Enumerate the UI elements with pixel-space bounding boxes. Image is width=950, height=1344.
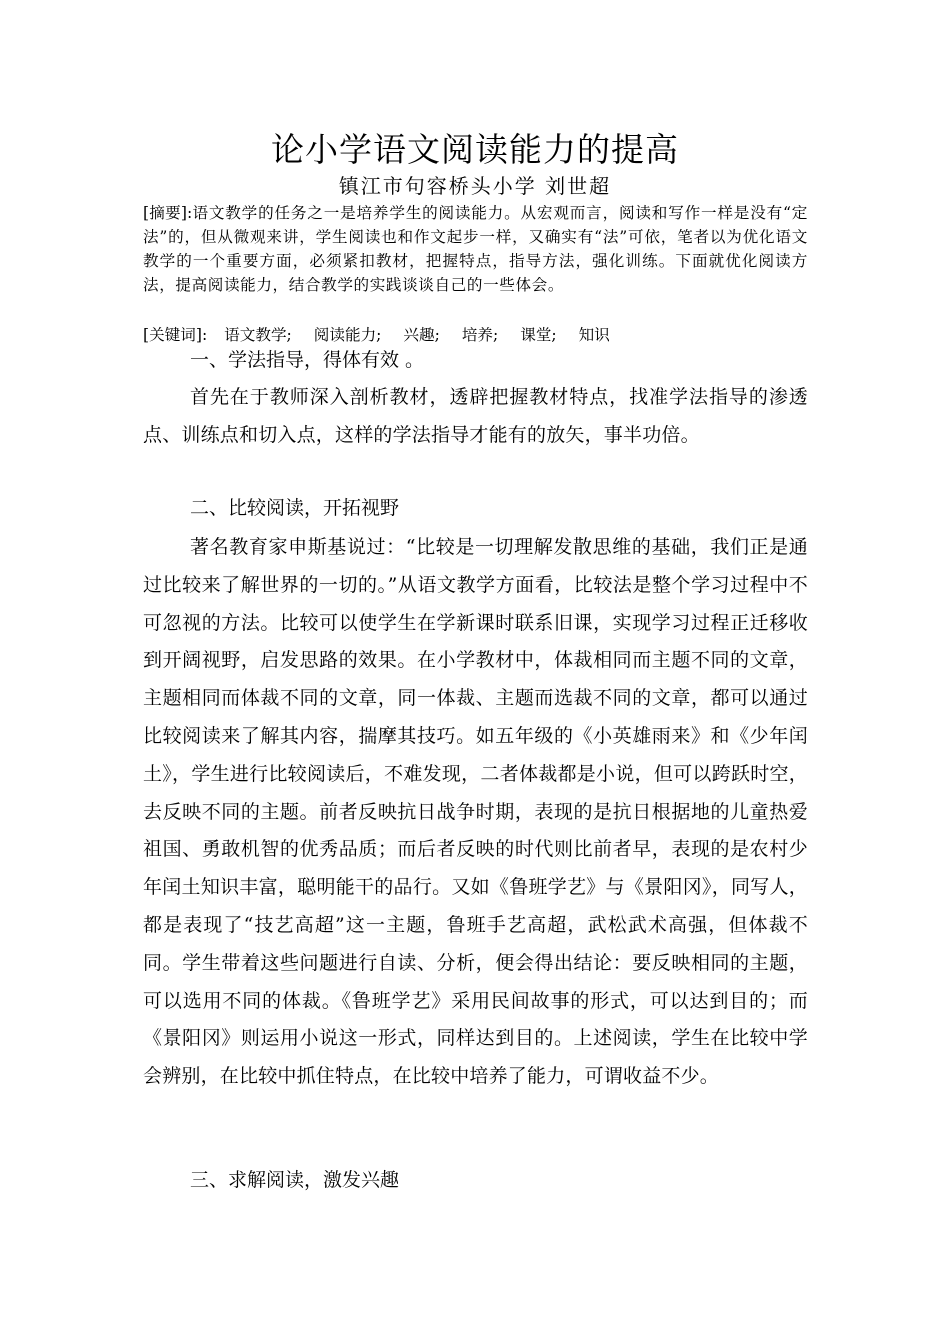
keyword-item: 语文教学; xyxy=(224,326,292,344)
keyword-item: 兴趣; xyxy=(403,326,440,344)
keywords-label: [关键词]: xyxy=(143,326,208,344)
abstract-paragraph xyxy=(143,201,808,297)
abstract-text: 语文教学的任务之一是培养学生的阅读能力。从宏观而言，阅读和写作一样是没有“定法”的，但从微观来讲，学生阅读也和作文起步一样，又确实有“法”可依，笔者以为优化语文教学的一个重要方面，必须紧扣教材，把握特点，指导方法，强化训练。下面就优化阅读方法，提高阅读能力，结合教学的实践谈谈自己的一些体会。 xyxy=(143,204,808,294)
keyword-item: 阅读能力; xyxy=(313,326,382,344)
section-heading-3: 三、求解阅读，激发兴趣 xyxy=(190,1169,400,1191)
abstract-label: [摘要]: xyxy=(143,204,193,222)
keyword-item: 知识 xyxy=(578,326,610,344)
keyword-item: 培养; xyxy=(461,326,499,344)
document-title: 论小学语文阅读能力的提高 xyxy=(271,130,679,169)
section-paragraph-1: 首先在于教师深入剖析教材，透辟把握教材特点，找准学法指导的渗透点、训练点和切入点，这样的学法指导才能有的放矢，事半功倍。 xyxy=(143,386,808,446)
author-line: 镇江市句容桥头小学 刘世超 xyxy=(338,174,612,198)
section-heading-2: 二、比较阅读，开拓视野 xyxy=(190,497,400,519)
section-paragraph-2: 著名教育家申斯基说过：“比较是一切理解发散思维的基础，我们正是通过比较来了解世界的一切的。”从语文教学方面看，比较法是整个学习过程中不可忽视的方法。比较可以使学生在学新课时联系旧课，实现学习过程正迁移收到开阔视野，启发思路的效果。在小学教材中，体裁相同而主题不同的文章，主题相同而体裁不同的文章，同一体裁、主题而选裁不同的文章，都可以通过比较阅读来了解其内容，揣摩其技巧。如五年级的《小英雄雨来》和《少年闰土》，学生进行比较阅读后，不难发现，二者体裁都是小说，但可以跨跃时空，去反映不同的主题。前者反映抗日战争时期，表现的是抗日根据地的儿童热爱祖国、勇敢机智的优秀品质；而后者反映的时代则比前者早，表现的是农村少年闰土知识丰富，聪明能干的品行。又如《鲁班学艺》与《景阳冈》，同写人，都是表现了“技艺高超”这一主题，鲁班手艺高超，武松武术高强，但体裁不同。学生带着这些问题进行自读、分析，便会得出结论：要反映相同的主题，可以选用不同的体裁。《鲁班学艺》采用民间故事的形式，可以达到目的；而《景阳冈》则运用小说这一形式，同样达到目的。上述阅读，学生在比较中学会辨别，在比较中抓住特点，在比较中培养了能力，可谓收益不少。 xyxy=(143,536,808,1088)
section-heading-1: 一、学法指导，得体有效 。 xyxy=(190,349,425,371)
keywords-line xyxy=(143,323,808,347)
keyword-item: 课堂; xyxy=(520,326,557,344)
